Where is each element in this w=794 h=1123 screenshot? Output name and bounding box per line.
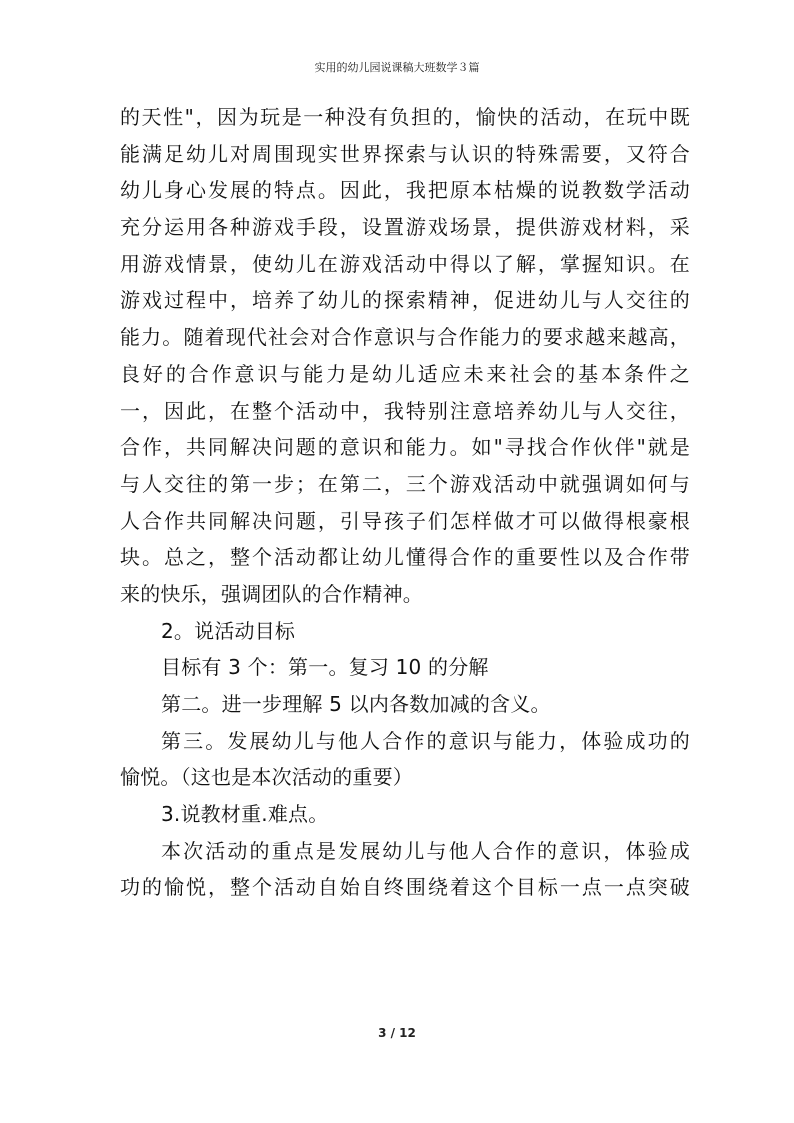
body-line: 一，因此，在整个活动中，我特别注意培养幼儿与人交往，	[120, 398, 690, 423]
body-line: 能力。随着现代社会对合作意识与合作能力的要求越来越高，	[120, 325, 690, 350]
body-line: 人合作共同解决问题，引导孩子们怎样做才可以做得根豪根	[120, 508, 690, 533]
body-line: 与人交往的第一步；在第二，三个游戏活动中就强调如何与	[120, 471, 690, 496]
body-line: 能满足幼儿对周围现实世界探索与认识的特殊需要，又符合	[120, 141, 690, 166]
body-line: 游戏过程中，培养了幼儿的探索精神，促进幼儿与人交往的	[120, 288, 690, 313]
body-line: 来的快乐，强调团队的合作精神。	[120, 581, 423, 606]
page-number: 3 / 12	[378, 1026, 416, 1040]
body-line: 目标有 3 个：第一。复习 10 的分解	[161, 655, 489, 680]
body-line: 幼儿身心发展的特点。因此，我把原本枯燥的说教数学活动	[120, 178, 690, 203]
section-heading: 2。说活动目标	[161, 618, 296, 643]
body-line: 充分运用各种游戏手段，设置游戏场景，提供游戏材料，采	[120, 215, 690, 240]
body-line: 合作，共同解决问题的意识和能力。如"寻找合作伙伴"就是	[120, 435, 690, 460]
body-line: 用游戏情景，使幼儿在游戏活动中得以了解，掌握知识。在	[120, 251, 690, 276]
body-line: 第三。发展幼儿与他人合作的意识与能力，体验成功的	[161, 728, 690, 753]
body-line: 本次活动的重点是发展幼儿与他人合作的意识，体验成	[161, 838, 690, 863]
page-header-title: 实用的幼儿园说课稿大班数学３篇	[314, 61, 480, 74]
body-line: 第二。进一步理解 5 以内各数加减的含义。	[161, 692, 551, 716]
body-line: 的天性"，因为玩是一种没有负担的，愉快的活动，在玩中既	[120, 105, 690, 129]
body-line: 功的愉悦，整个活动自始自终围绕着这个目标一点一点突破	[120, 875, 690, 900]
body-line: 块。总之，整个活动都让幼儿懂得合作的重要性以及合作带	[120, 545, 690, 570]
body-line: 愉悦。（这也是本次活动的重要）	[120, 765, 413, 790]
body-line: 良好的合作意识与能力是幼儿适应未来社会的基本条件之	[120, 361, 690, 386]
document-body	[120, 99, 690, 906]
section-heading: 3.说教材重.难点。	[161, 802, 329, 827]
